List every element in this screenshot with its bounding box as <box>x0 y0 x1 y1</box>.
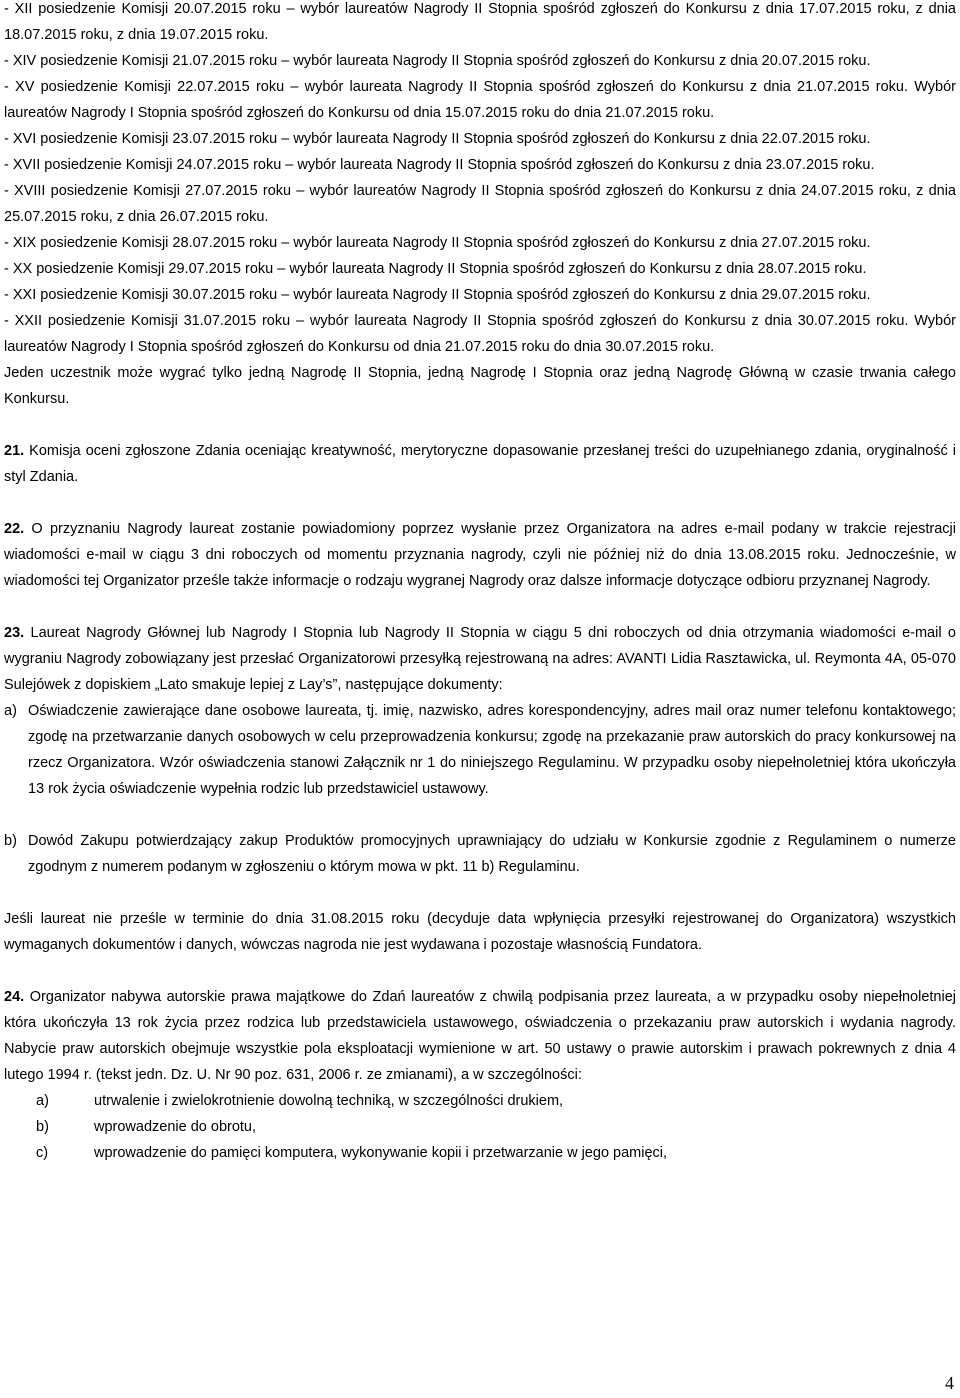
list-label: b) <box>4 833 17 849</box>
list-label: a) <box>4 703 17 719</box>
section-22 <box>4 516 956 594</box>
document-page <box>4 0 956 1166</box>
list-item <box>4 698 956 802</box>
section-number: 24. <box>4 989 25 1005</box>
section-number: 22. <box>4 521 25 537</box>
section-23 <box>4 620 956 698</box>
session-item: - XX posiedzenie Komisji 29.07.2015 roku – wybór laureata Nagrody II Stopnia spośród zgłoszeń do Konkursu z dnia 28.07.2015 roku. <box>4 261 867 277</box>
deadline-paragraph: Jeśli laureat nie prześle w terminie do dnia 31.08.2015 roku (decyduje data wpłynięcia przesyłki rejestrowanej do Organizatora) wszystkich wymaganych dokumentów i danych, wówczas nagroda nie jest wydawana i pozostaje własnością Fundatora. <box>4 911 956 953</box>
section-text: Komisja oceni zgłoszone Zdania oceniając kreatywność, merytoryczne dopasowanie przesłanej treści do uzupełnianego zdania, oryginalność i styl Zdania. <box>4 443 956 485</box>
list-text: Oświadczenie zawierające dane osobowe laureata, tj. imię, nazwisko, adres korespondencyjny, adres mail oraz numer telefonu kontaktowego; zgodę na przetwarzanie danych osobowych w celu przeprowadzenia konkursu; zgodę na przekazanie praw autorskich do pracy konkursowej na rzecz Organizatora. Wzór oświadczenia stanowi Załącznik nr 1 do niniejszego Regulaminu. W przypadku osoby niepełnoletniej która ukończyła 13 rok życia oświadczenie wypełnia rodzic lub przedstawiciel ustawowy. <box>28 703 956 797</box>
rights-list <box>4 1088 956 1166</box>
list-item <box>4 1114 956 1140</box>
session-item: - XIX posiedzenie Komisji 28.07.2015 roku – wybór laureata Nagrody II Stopnia spośród zgłoszeń do Konkursu z dnia 27.07.2015 roku. <box>4 235 871 251</box>
list-text: wprowadzenie do obrotu, <box>94 1119 257 1135</box>
list-item <box>4 1088 956 1114</box>
list-label: c) <box>36 1145 49 1161</box>
section-number: 21. <box>4 443 25 459</box>
session-item: - XXII posiedzenie Komisji 31.07.2015 roku – wybór laureata Nagrody II Stopnia spośród zgłoszeń do Konkursu z dnia 30.07.2015 roku. Wybór laureatów Nagrody I Stopnia spośród zgłoszeń do Konkursu od dnia 21.07.2015 roku do dnia 30.07.2015 roku. <box>4 313 956 355</box>
section-21 <box>4 438 956 490</box>
list-item <box>4 828 956 880</box>
session-item: - XVI posiedzenie Komisji 23.07.2015 roku – wybór laureata Nagrody II Stopnia spośród zgłoszeń do Konkursu z dnia 22.07.2015 roku. <box>4 131 871 147</box>
list-label: a) <box>36 1093 49 1109</box>
page-number: 4 <box>945 1373 954 1393</box>
one-prize-note: Jeden uczestnik może wygrać tylko jedną Nagrodę II Stopnia, jedną Nagrodę I Stopnia oraz jedną Nagrodę Główną w czasie trwania całego Konkursu. <box>4 365 956 407</box>
section-number: 23. <box>4 625 25 641</box>
section-text: Organizator nabywa autorskie prawa majątkowe do Zdań laureatów z chwilą podpisania przez laureata, a w przypadku osoby niepełnoletniej która ukończyła 13 rok życia przez rodzica lub przedstawiciela ustawowego, oświadczenia o przekazaniu praw autorskich i wydania nagrody. Nabycie praw autorskich obejmuje wszystkie pola eksploatacji wymienione w art. 50 ustawy o prawie autorskim i prawach pokrewnych z dnia 4 lutego 1994 r. (tekst jedn. Dz. U. Nr 90 poz. 631, 2006 r. ze zmianami), a w szczególności: <box>4 989 956 1083</box>
session-item: - XV posiedzenie Komisji 22.07.2015 roku – wybór laureata Nagrody II Stopnia spośród zgłoszeń do Konkursu z dnia 21.07.2015 roku. Wybór laureatów Nagrody I Stopnia spośród zgłoszeń do Konkursu od dnia 15.07.2015 roku do dnia 21.07.2015 roku. <box>4 79 956 121</box>
session-item: - XIV posiedzenie Komisji 21.07.2015 roku – wybór laureata Nagrody II Stopnia spośród zgłoszeń do Konkursu z dnia 20.07.2015 roku. <box>4 53 871 69</box>
section-text: O przyznaniu Nagrody laureat zostanie powiadomiony poprzez wysłanie przez Organizatora na adres e-mail podany w trakcie rejestracji wiadomości e-mail w ciągu 3 dni roboczych od momentu przyznania nagrody, czyli nie później niż do dnia 13.08.2015 roku. Jednocześnie, w wiadomości tej Organizator prześle także informacje o rodzaju wygranej Nagrody oraz dalsze informacje dotyczące odbioru przyznanej Nagrody. <box>4 521 956 589</box>
section-24 <box>4 984 956 1088</box>
list-text: Dowód Zakupu potwierdzający zakup Produktów promocyjnych uprawniający do udziału w Konkursie zgodnie z Regulaminem o numerze zgodnym z numerem podanym w zgłoszeniu o którym mowa w pkt. 11 b) Regulaminu. <box>28 833 956 875</box>
session-item: - XVIII posiedzenie Komisji 27.07.2015 roku – wybór laureatów Nagrody II Stopnia spośród zgłoszeń do Konkursu z dnia 24.07.2015 roku, z dnia 25.07.2015 roku, z dnia 26.07.2015 roku. <box>4 183 956 225</box>
list-item <box>4 1140 956 1166</box>
session-item: - XII posiedzenie Komisji 20.07.2015 roku – wybór laureatów Nagrody II Stopnia spośród zgłoszeń do Konkursu z dnia 17.07.2015 roku, z dnia 18.07.2015 roku, z dnia 19.07.2015 roku. <box>4 1 956 43</box>
document-list <box>4 698 956 880</box>
section-text: Laureat Nagrody Głównej lub Nagrody I Stopnia lub Nagrody II Stopnia w ciągu 5 dni roboczych od dnia otrzymania wiadomości e-mail o wygraniu Nagrody zobowiązany jest przesłać Organizatorowi przesyłką rejestrowaną na adres: AVANTI Lidia Rasztawicka, ul. Reymonta 4A, 05-070 Sulejówek z dopiskiem „Lato smakuje lepiej z Lay’s”, następujące dokumenty: <box>4 625 956 693</box>
list-text: wprowadzenie do pamięci komputera, wykonywanie kopii i przetwarzanie w jego pamięci, <box>94 1145 668 1161</box>
list-text: utrwalenie i zwielokrotnienie dowolną techniką, w szczególności drukiem, <box>94 1093 564 1109</box>
list-label: b) <box>36 1119 49 1135</box>
session-item: - XXI posiedzenie Komisji 30.07.2015 roku – wybór laureata Nagrody II Stopnia spośród zgłoszeń do Konkursu z dnia 29.07.2015 roku. <box>4 287 871 303</box>
session-item: - XVII posiedzenie Komisji 24.07.2015 roku – wybór laureata Nagrody II Stopnia spośród zgłoszeń do Konkursu z dnia 23.07.2015 roku. <box>4 157 875 173</box>
